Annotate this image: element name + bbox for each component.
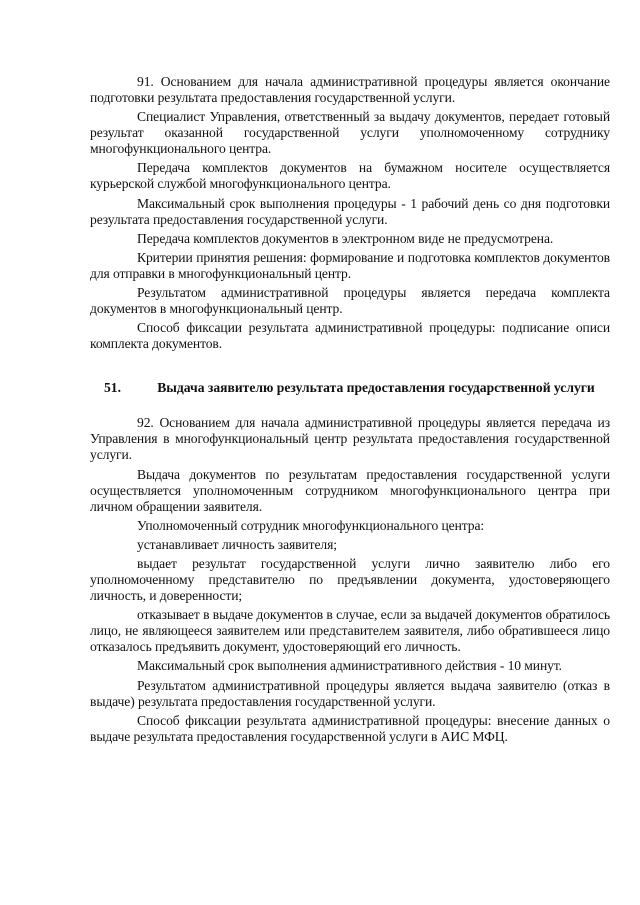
paragraph: Уполномоченный сотрудник многофункционального центра: <box>137 517 485 533</box>
heading-number: 51. <box>104 380 121 396</box>
paragraph: выдает результат государственной услуги лично заявителю либо его уполномоченному представителю по предъявлении документа, удостоверяющего личность, и доверенности; <box>90 556 610 604</box>
heading-title: Выдача заявителю результата предоставления государственной услуги <box>157 380 595 396</box>
paragraph: Максимальный срок выполнения процедуры - 1 рабочий день со дня подготовки результата предоставления государственной услуги. <box>90 195 610 227</box>
paragraph: Выдача документов по результатам предоставления государственной услуги осуществляется уполномоченным сотрудником многофункционального центра при личном обращении заявителя. <box>90 466 610 514</box>
paragraph: Критерии принятия решения: формирование и подготовка комплектов документов для отправки в многофункциональный центр. <box>90 249 610 281</box>
document-page <box>90 74 610 745</box>
section-92 <box>90 415 610 745</box>
paragraph: 91. Основанием для начала административной процедуры является окончание подготовки результата предоставления государственной услуги. <box>90 74 610 105</box>
paragraph: 92. Основанием для начала административной процедуры является передача из Управления в многофункциональный центр результата предоставления государственной услуги. <box>90 415 610 463</box>
paragraph: Способ фиксации результата административной процедуры: внесение данных о выдаче результата предоставления государственной услуги в АИС МФЦ. <box>90 712 610 744</box>
paragraph: Специалист Управления, ответственный за выдачу документов, передает готовый результат оказанной государственной услуги уполномоченному сотруднику многофункционального центра. <box>90 109 610 157</box>
paragraph: Способ фиксации результата административной процедуры: подписание описи комплекта документов. <box>90 320 610 352</box>
paragraph: Передача комплектов документов в электронном виде не предусмотрена. <box>137 230 554 246</box>
paragraph: устанавливает личность заявителя; <box>137 536 337 552</box>
section-91 <box>90 74 610 352</box>
paragraph: Максимальный срок выполнения административного действия - 10 минут. <box>137 658 562 674</box>
paragraph: Передача комплектов документов на бумажном носителе осуществляется курьерской службой многофункционального центра. <box>90 160 610 192</box>
paragraph: отказывает в выдаче документов в случае, если за выдачей документов обратилось лицо, не являющееся заявителем или представителем заявителя, либо обратившееся лицо отказалось предъявить документ, удостоверяющий его личность. <box>90 607 610 655</box>
paragraph: Результатом административной процедуры является передача комплекта документов в многофункциональный центр. <box>90 285 610 317</box>
paragraph: Результатом административной процедуры является выдача заявителю (отказ в выдаче) результата предоставления государственной услуги. <box>90 677 610 709</box>
section-heading <box>90 380 610 396</box>
